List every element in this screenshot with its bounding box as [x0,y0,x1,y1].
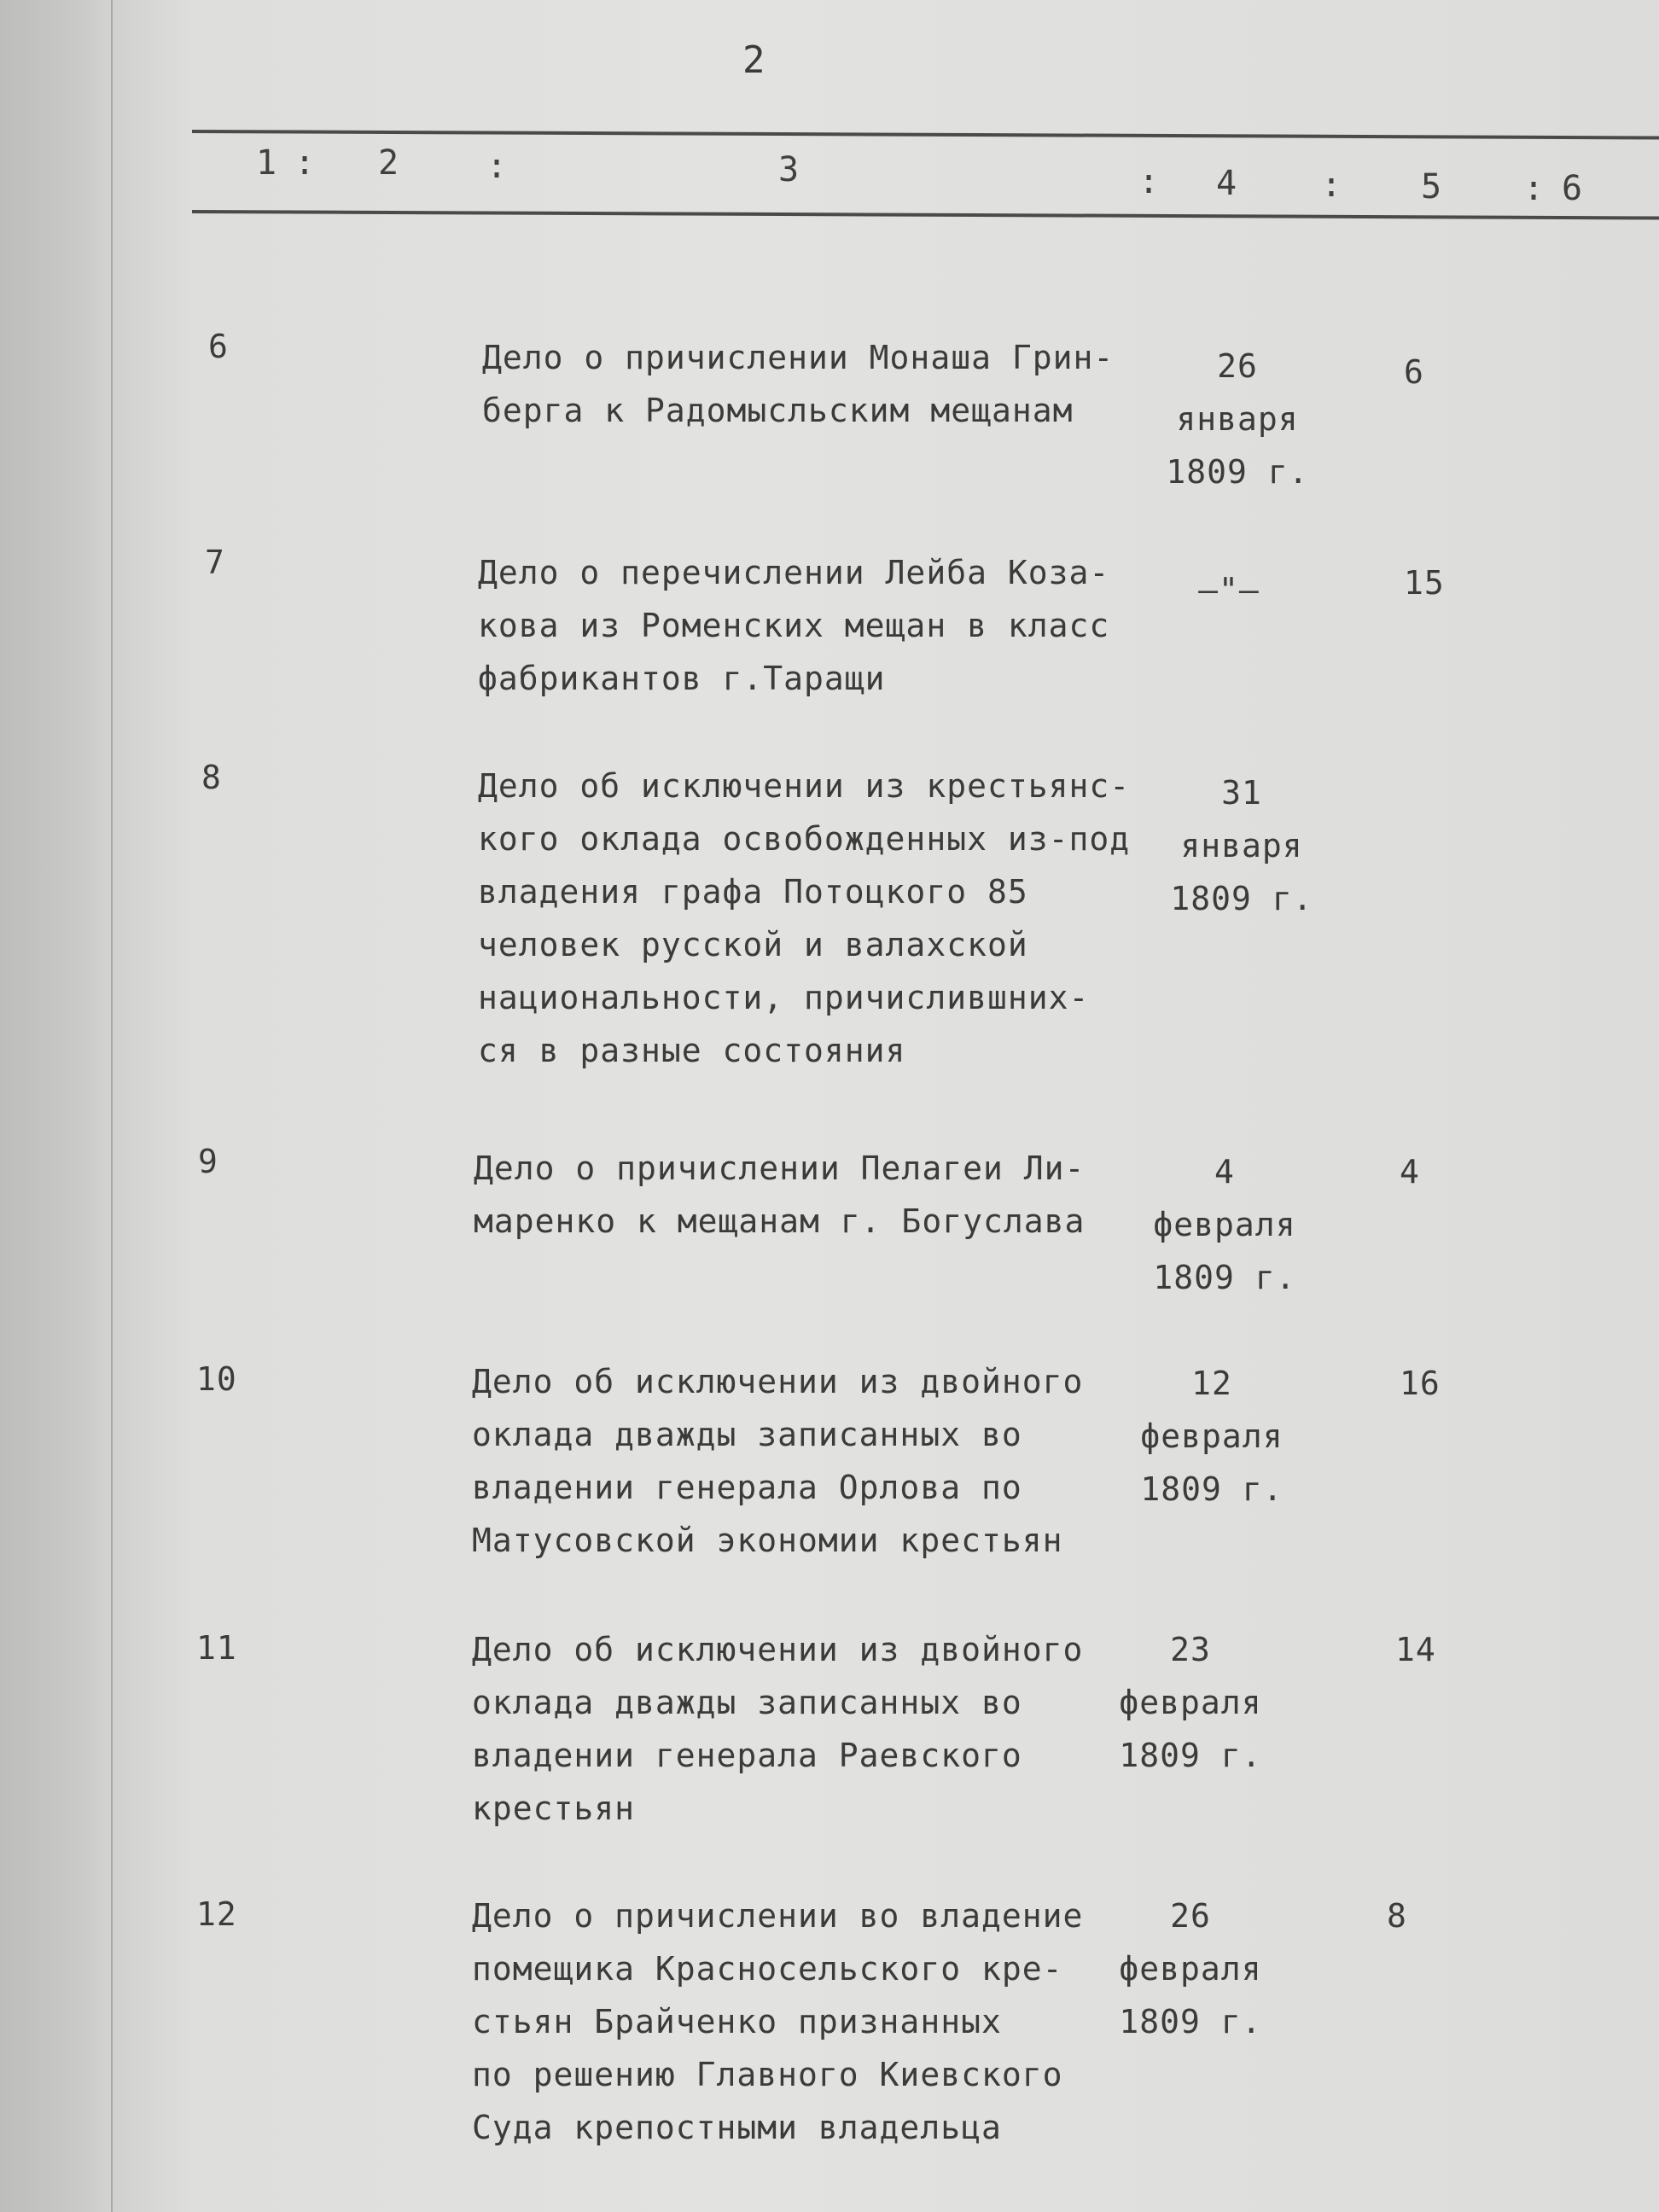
column-separator: : [294,143,316,183]
row-number: 8 [201,759,222,796]
row-date: 12 февраля 1809 г. [1140,1365,1284,1508]
row-title: Дело о причислении Монаша Грин- берга к Радомысльским мещанам [482,339,1115,429]
row-date: –"– [1198,571,1260,608]
row-title: Дело о причислении во владение помещика Красносельского кре- стьян Брайченко признанных по решению Главного Киевского Суда крепостными владельца [472,1897,1084,2146]
column-header-5: 5 [1421,167,1442,207]
column-separator: : [1523,169,1545,208]
row-number: 10 [196,1360,237,1398]
row-date: 4 февраля 1809 г. [1153,1153,1296,1296]
row-title: Дело о причислении Пелагеи Ли- маренко к мещанам г. Богуслава [474,1150,1086,1240]
column-header-2: 2 [378,143,399,183]
row-number: 7 [205,544,225,581]
row-sheets: 16 [1400,1365,1441,1402]
column-header-4: 4 [1216,164,1237,203]
page-number: 2 [742,38,767,82]
row-number: 11 [196,1629,237,1667]
row-date: 31 января 1809 г. [1170,774,1313,917]
row-number: 12 [196,1895,237,1933]
row-sheets: 14 [1395,1631,1436,1668]
row-sheets: 6 [1404,353,1424,391]
column-header-1: 1 [256,143,277,183]
row-title: Дело об исключении из крестьянс- кого оклада освобожденных из-под владения графа Потоцкого 85 человек русской и валахской национальности, причислившних- ся в разные состояния [478,767,1131,1069]
row-date: 26 января 1809 г. [1166,347,1309,491]
binding-spine [0,0,113,2212]
column-header-6: 6 [1562,169,1583,208]
row-title: Дело о перечислении Лейба Коза- кова из Роменских мещан в класс фабрикантов г.Таращи [478,554,1110,697]
row-number: 6 [208,328,229,365]
column-separator: : [486,147,508,186]
row-title: Дело об исключении из двойного оклада дважды записанных во владении генерала Раевского крестьян [472,1631,1084,1827]
row-sheets: 15 [1404,564,1445,602]
column-separator: : [1321,166,1342,205]
row-title: Дело об исключении из двойного оклада дважды записанных во владении генерала Орлова по Матусовской экономии крестьян [472,1363,1084,1559]
row-date: 23 февраля 1809 г. [1119,1631,1262,1774]
row-number: 9 [198,1143,218,1180]
row-sheets: 4 [1400,1153,1420,1190]
row-date: 26 февраля 1809 г. [1119,1897,1262,2040]
column-separator: : [1138,162,1160,201]
column-header-3: 3 [778,150,800,189]
row-sheets: 8 [1387,1897,1407,1935]
